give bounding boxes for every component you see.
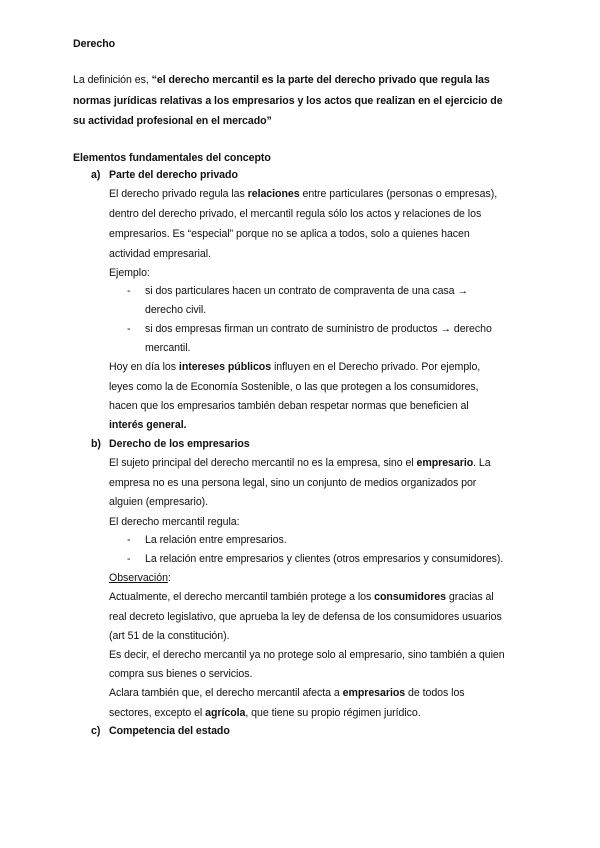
sec-b-p3-line-3: (art 51 de la constitución). — [109, 630, 230, 642]
text-run: Actualmente, el derecho mercantil también protege a los — [109, 591, 375, 603]
text-run: : — [167, 572, 171, 584]
intro-line-2: normas jurídicas relativas a los empresarios y los actos que realizan en el ejercicio de — [73, 95, 503, 107]
sec-b-p3-line-1 — [109, 590, 494, 604]
sec-a-example-label: Ejemplo: — [109, 267, 150, 279]
sec-b-title: Derecho de los empresarios — [109, 438, 250, 450]
sec-a-p2-line-1 — [109, 360, 480, 374]
sec-b-p3-line-2: real decreto legislativo, que aprueba la ley de defensa de los consumidores usuarios — [109, 611, 502, 623]
sec-a-p1-line-4: actividad empresarial. — [109, 248, 211, 260]
text-run: gracias al — [445, 591, 494, 603]
doc-title: Derecho — [73, 38, 116, 50]
intro-line-1 — [73, 73, 490, 87]
underlined-run: Observación — [109, 572, 168, 584]
text-run: entre particulares (personas o empresas), — [299, 188, 498, 200]
text-run: El derecho privado regula las — [109, 188, 248, 200]
bullet-dash: - — [127, 553, 131, 565]
text-run: sectores, excepto el — [109, 707, 206, 719]
sec-a-p1-line-3: empresarios. Es “especial” porque no se aplica a todos, solo a quienes hacen — [109, 228, 470, 240]
sec-b-p1-line-1 — [109, 456, 491, 470]
sec-a-p2-line-3: hacen que los empresarios también deban respetar normas que beneficien al — [109, 400, 469, 412]
sec-a-bullet-1-line-1: si dos particulares hacen un contrato de compraventa de una casa → — [145, 285, 468, 297]
intro-line-3: su actividad profesional en el mercado” — [73, 115, 272, 127]
sec-a-marker: a) — [91, 169, 101, 181]
sec-b-p1-line-3: alguien (empresario). — [109, 496, 209, 508]
section-heading: Elementos fundamentales del concepto — [73, 152, 271, 164]
bullet-dash: - — [127, 285, 131, 297]
intro-quote: “el derecho mercantil es la parte del derecho privado que regula las — [151, 74, 490, 86]
sec-c-title: Competencia del estado — [109, 725, 230, 737]
sec-c-marker: c) — [91, 725, 101, 737]
sec-a-p1-line-1 — [109, 187, 497, 201]
sec-b-bullet-2: La relación entre empresarios y clientes (otros empresarios y consumidores). — [145, 553, 504, 565]
sec-b-p1-line-2: empresa no es una persona legal, sino un conjunto de medios organizados por — [109, 477, 477, 489]
bold-run: consumidores — [374, 591, 446, 603]
sec-b-p4-line-2: compra sus bienes o servicios. — [109, 668, 253, 680]
text-run: de todos los — [405, 687, 465, 699]
text-run: influyen en el Derecho privado. Por ejemplo, — [271, 361, 481, 373]
text-run: , que tiene su propio régimen jurídico. — [245, 707, 421, 719]
text-run: Aclara también que, el derecho mercantil afecta a — [109, 687, 343, 699]
bold-run: empresario — [416, 457, 474, 469]
text-run: El sujeto principal del derecho mercantil no es la empresa, sino el — [109, 457, 417, 469]
sec-b-bullet-1: La relación entre empresarios. — [145, 534, 287, 546]
sec-a-p2-line-2: leyes como la de Economía Sostenible, o las que protegen a los consumidores, — [109, 381, 479, 393]
text-run: . La — [473, 457, 491, 469]
bold-run: intereses públicos — [178, 361, 272, 373]
bold-run: empresarios — [342, 687, 406, 699]
bold-run: relaciones — [247, 188, 300, 200]
sec-a-bullet-2-line-1: si dos empresas firman un contrato de suministro de productos → derecho — [145, 323, 492, 335]
sec-a-bullet-1-line-2: derecho civil. — [145, 304, 207, 316]
bold-run: agrícola — [205, 707, 246, 719]
intro-prefix: La definición es, — [73, 74, 152, 86]
sec-a-bullet-2-line-2: mercantil. — [145, 342, 191, 354]
sec-a-p2-line-4: interés general. — [109, 419, 187, 431]
sec-b-p4-line-1: Es decir, el derecho mercantil ya no protege solo al empresario, sino también a quien — [109, 649, 505, 661]
sec-b-p5-line-1 — [109, 686, 465, 700]
bullet-dash: - — [127, 534, 131, 546]
sec-b-marker: b) — [91, 438, 101, 450]
sec-a-title: Parte del derecho privado — [109, 169, 238, 181]
text-run: Hoy en día los — [109, 361, 179, 373]
sec-b-p5-line-2 — [109, 706, 421, 720]
sec-a-p1-line-2: dentro del derecho privado, el mercantil regula sólo los actos y relaciones de los — [109, 208, 482, 220]
sec-b-observacion — [109, 571, 171, 585]
sec-b-p2: El derecho mercantil regula: — [109, 516, 240, 528]
bullet-dash: - — [127, 323, 131, 335]
